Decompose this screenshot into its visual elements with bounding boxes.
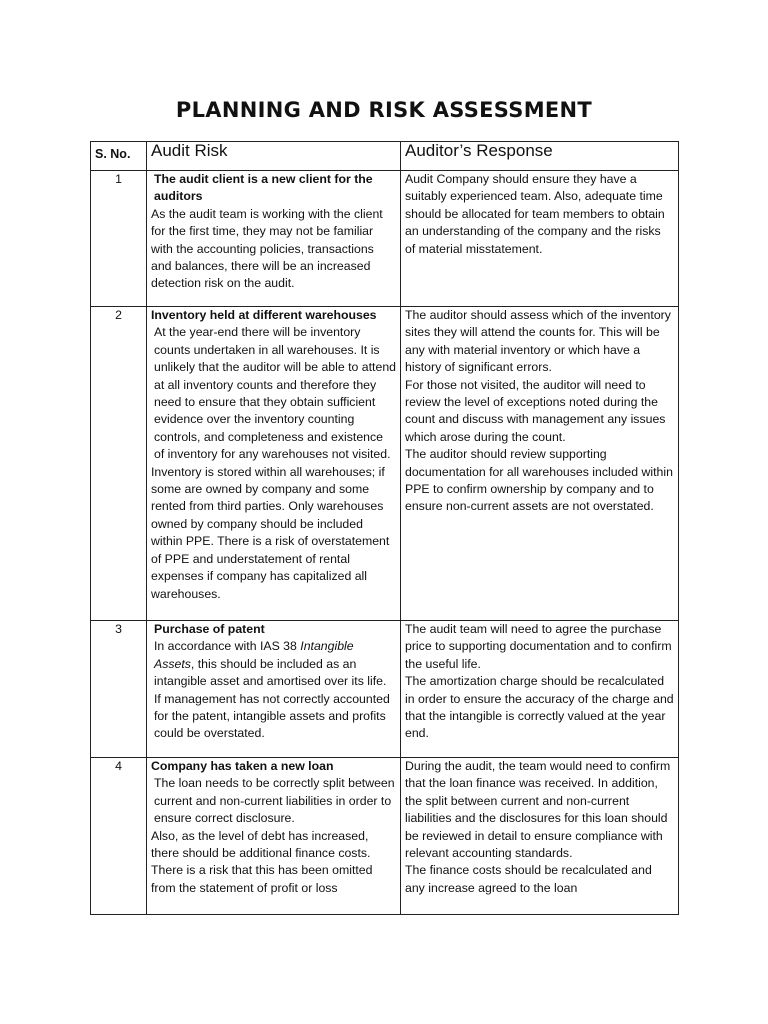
- audit-risk-cell: [147, 621, 401, 758]
- row-number: 3: [91, 621, 147, 758]
- response-paragraph: The audit team will need to agree the purchase price to supporting documentation and to confirm the useful life.: [405, 622, 672, 671]
- header-audit-risk: Audit Risk: [147, 142, 401, 171]
- table-row: [91, 758, 679, 915]
- risk-description: Also, as the level of debt has increased, there should be additional finance costs. There is a risk that this has been omitted from the statement of profit or loss: [151, 828, 373, 895]
- auditor-response-cell: [401, 758, 679, 915]
- standard-name: Intangible Assets: [154, 639, 354, 671]
- table-row: [91, 171, 679, 307]
- risk-text: , this should be included as an intangible asset and amortised over its life. If management has not correctly accounted for the patent, intangible assets and profits could be overstated.: [154, 656, 390, 741]
- response-paragraph: The auditor should review supporting documentation for all warehouses included within PPE to confirm ownership by company and to ensure non-current assets are not overstated.: [405, 447, 673, 514]
- risk-title: The audit client is a new client for the auditors: [154, 172, 373, 204]
- risk-description: At the year-end there will be inventory counts undertaken in all warehouses. It is unlikely that the auditor will be able to attend at all inventory counts and therefore they need to ensure that they obtain sufficient evidence over the inventory counting controls, and completeness and existence of inventory for any warehouses not visited.: [154, 325, 396, 462]
- audit-risk-cell: [147, 171, 401, 307]
- response-paragraph: During the audit, the team would need to confirm that the loan finance was received. In addition, the split between current and non-current liabilities and the disclosures for this loan should be reviewed in detail to ensure compliance with relevant accounting standards.: [405, 759, 671, 861]
- row-number: 1: [91, 171, 147, 307]
- table-row: [91, 621, 679, 758]
- table-header: [91, 142, 679, 171]
- audit-risk-cell: [147, 758, 401, 915]
- response-paragraph: For those not visited, the auditor will need to review the level of exceptions noted during the count and discuss with management any issues which arose during the count.: [405, 377, 666, 444]
- auditor-response-cell: [401, 621, 679, 758]
- risk-title: Company has taken a new loan: [151, 759, 334, 773]
- row-number: 4: [91, 758, 147, 915]
- table-row: [91, 307, 679, 621]
- risk-assessment-table: [90, 141, 679, 915]
- page-title: PLANNING AND RISK ASSESSMENT: [175, 98, 593, 122]
- risk-text: In accordance with IAS 38: [154, 639, 301, 654]
- header-auditors-response: Auditor’s Response: [401, 142, 679, 171]
- risk-description: The loan needs to be correctly split between current and non-current liabilities in order to ensure correct disclosure.: [154, 776, 395, 826]
- audit-risk-cell: [147, 307, 401, 621]
- response-paragraph: The amortization charge should be recalculated in order to ensure the accuracy of the charge and that the intangible is correctly valued at the year end.: [405, 674, 674, 741]
- row-number: 2: [91, 307, 147, 621]
- response-paragraph: The finance costs should be recalculated and any increase agreed to the loan: [405, 863, 652, 895]
- auditor-response-cell: [401, 171, 679, 307]
- response-paragraph: Audit Company should ensure they have a suitably experienced team. Also, adequate time should be allocated for team members to obtain an understanding of the company and the risks of material misstatement.: [405, 172, 665, 256]
- risk-description: [151, 638, 396, 742]
- risk-title: Inventory held at different warehouses: [151, 308, 377, 322]
- risk-description: Inventory is stored within all warehouses; if some are owned by company and some rented from third parties. Only warehouses owned by company should be included within PPE. There is a risk of overstatement of PPE and understatement of rental expenses if company has capitalized all warehouses.: [151, 464, 390, 601]
- header-serial-number: S. No.: [91, 142, 147, 171]
- response-paragraph: The auditor should assess which of the inventory sites they will attend the counts for. This will be any with material inventory or which have a history of significant errors.: [405, 308, 671, 375]
- auditor-response-cell: [401, 307, 679, 621]
- risk-description: As the audit team is working with the client for the first time, they may not be familiar with the accounting policies, transactions and balances, there will be an increased detection risk on the audit.: [151, 206, 383, 291]
- risk-title: Purchase of patent: [154, 622, 265, 636]
